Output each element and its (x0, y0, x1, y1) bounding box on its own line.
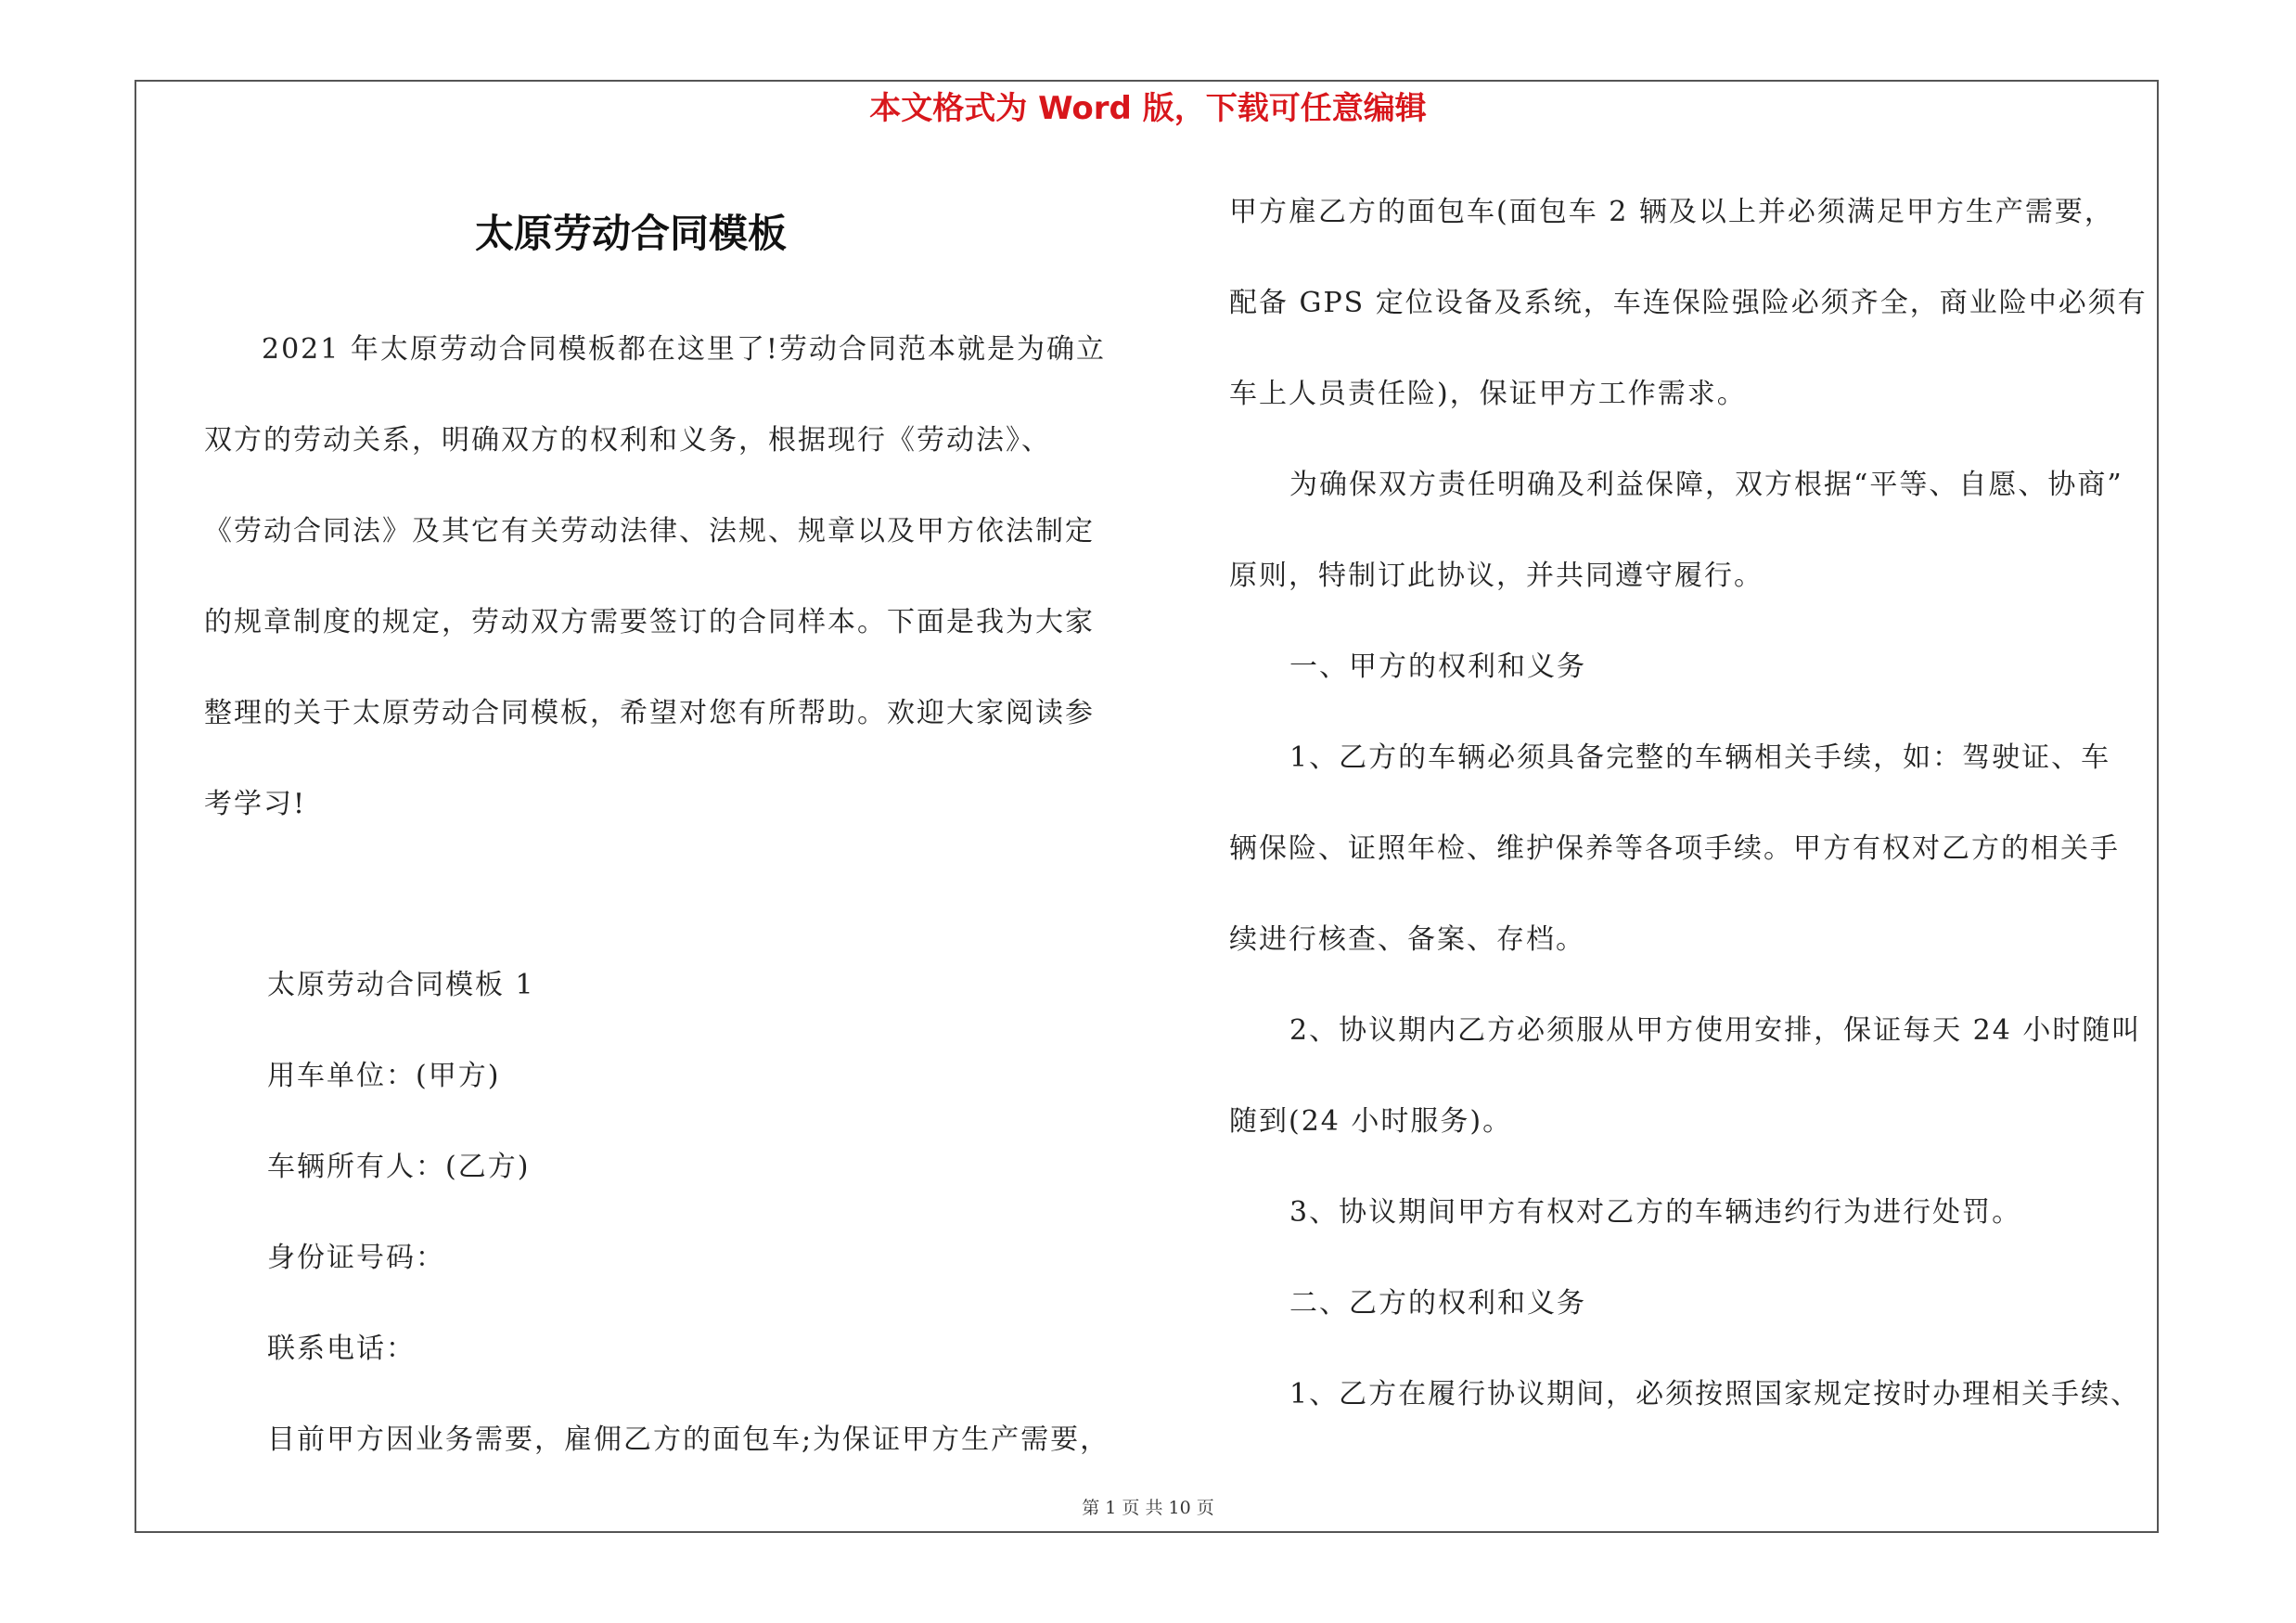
right-line-12: 3、协议期间甲方有权对乙方的车辆违约行为进行处罚。 (1289, 1196, 2022, 1229)
right-line-4: 为确保双方责任明确及利益保障，双方根据“平等、自愿、协商” (1289, 469, 2123, 501)
right-line-2: 配备 GPS 定位设备及系统，车连保险强险必须齐全，商业险中必须有 (1229, 287, 2148, 319)
page-number-footer: 第 1 页 共 10 页 (1082, 1498, 1214, 1518)
right-line-9: 续进行核查、备案、存档。 (1229, 923, 1585, 956)
right-line-1: 甲方雇乙方的面包车(面包车 2 辆及以上并必须满足甲方生产需要， (1229, 196, 2114, 228)
intro-line-2: 双方的劳动关系，明确双方的权利和义务，根据现行《劳动法》、 (204, 424, 1051, 457)
right-line-8: 辆保险、证照年检、维护保养等各项手续。甲方有权对乙方的相关手 (1229, 832, 2120, 865)
section-party-a-heading: 一、甲方的权利和义务 (1289, 650, 1586, 683)
format-banner: 本文格式为 Word 版，下载可任意编辑 (869, 90, 1427, 127)
section-party-b-heading: 二、乙方的权利和义务 (1289, 1287, 1586, 1320)
intro-line-5: 整理的关于太原劳动合同模板，希望对您有所帮助。欢迎大家阅读参 (204, 697, 1095, 729)
field-vehicle-owner: 车辆所有人：(乙方) (267, 1151, 531, 1183)
field-user-unit: 用车单位：(甲方) (267, 1060, 501, 1092)
right-line-3: 车上人员责任险)，保证甲方工作需求。 (1229, 378, 1747, 410)
intro-line-4: 的规章制度的规定，劳动双方需要签订的合同样本。下面是我为大家 (204, 606, 1095, 638)
document-title: 太原劳动合同模板 (474, 211, 787, 256)
left-last-line: 目前甲方因业务需要，雇佣乙方的面包车;为保证甲方生产需要， (267, 1423, 1110, 1456)
right-line-5: 原则，特制订此协议，并共同遵守履行。 (1229, 560, 1764, 592)
intro-line-6: 考学习! (204, 788, 307, 820)
field-id-number: 身份证号码： (267, 1242, 445, 1274)
section-heading: 太原劳动合同模板 1 (267, 969, 535, 1001)
right-line-11: 随到(24 小时服务)。 (1229, 1105, 1513, 1138)
intro-line-3: 《劳动合同法》及其它有关劳动法律、法规、规章以及甲方依法制定 (204, 515, 1095, 547)
field-phone: 联系电话： (267, 1333, 416, 1365)
right-line-14: 1、乙方在履行协议期间，必须按照国家规定按时办理相关手续、 (1289, 1378, 2141, 1410)
right-line-7: 1、乙方的车辆必须具备完整的车辆相关手续，如：驾驶证、车 (1289, 741, 2111, 774)
intro-line-1: 2021 年太原劳动合同模板都在这里了!劳动合同范本就是为确立 (262, 333, 1106, 366)
right-line-10: 2、协议期内乙方必须服从甲方使用安排，保证每天 24 小时随叫 (1289, 1014, 2142, 1047)
